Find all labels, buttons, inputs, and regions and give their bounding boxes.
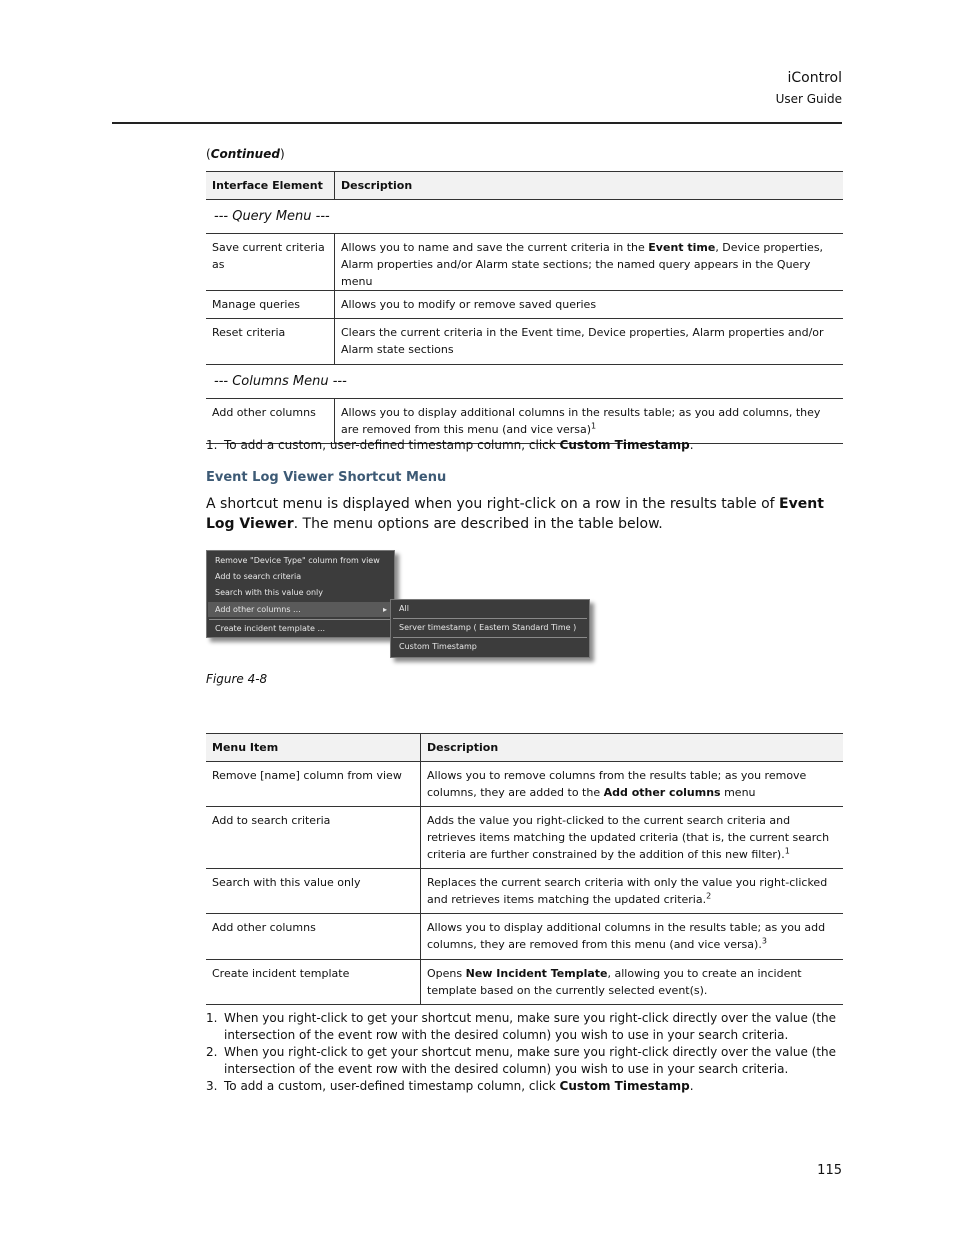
desc-text: Replaces the current search criteria with only the value you right-clicked and retrieves items matching the updated criteria.: [427, 876, 828, 906]
table2-row-description: [421, 914, 844, 960]
menu-separator: [209, 619, 392, 620]
footnote-text: To add a custom, user-defined timestamp column, click: [224, 1079, 560, 1093]
desc-text: Allows you to display additional columns in the results table; as you add columns, they are removed from this menu (and vice versa): [341, 406, 821, 436]
menu-items-table: [206, 733, 843, 1005]
footnote-text: .: [689, 438, 694, 452]
desc-text: Allows you to name and save the current criteria in the: [341, 241, 649, 254]
footnote-number: 1.: [206, 438, 218, 452]
table2-row-item: Create incident template: [206, 960, 421, 1005]
table1-row-description: Clears the current criteria in the Event time, Device properties, Alarm properties and/or Alarm state sections: [335, 319, 844, 365]
desc-text: Allows you to remove columns from the results table; as you remove columns, they are added to the: [427, 769, 807, 799]
table1-row-element: Reset criteria: [206, 319, 335, 365]
table1-row-description: Allows you to modify or remove saved queries: [335, 291, 844, 319]
menu-item-create-incident-template[interactable]: Create incident template ...: [215, 624, 326, 633]
page-number: 115: [817, 1163, 842, 1178]
footnote: [206, 1010, 846, 1044]
figure-caption: Figure 4-8: [206, 672, 268, 686]
desc-bold: Event time: [648, 241, 716, 254]
table2-header-item: Menu Item: [206, 734, 421, 762]
desc-text: Allows you to display additional columns in the results table; as you add columns, they are removed from this menu (and vice versa).: [427, 921, 826, 951]
shortcut-menu-figure: [206, 550, 596, 662]
footnote: [206, 1078, 846, 1095]
desc-text: , Device properties, Alarm properties and/or Alarm state sections; the named query appears in the Query menu: [341, 241, 824, 288]
menu-item-search-this-value[interactable]: Search with this value only: [215, 588, 323, 597]
para-text: . The menu options are described in the table below.: [293, 516, 663, 532]
intro-paragraph: [206, 494, 846, 534]
footnote-number: 3.: [206, 1079, 218, 1093]
submenu-separator: [393, 618, 587, 619]
continued-text: Continued: [210, 147, 280, 161]
desc-bold: Add other columns: [603, 786, 721, 799]
context-menu: [206, 550, 395, 638]
para-bold: Event Log Viewer: [206, 496, 824, 532]
table2-row-item: Add to search criteria: [206, 807, 421, 869]
footnote: [206, 437, 846, 454]
footnote-text: When you right-click to get your shortcut menu, make sure you right-click directly over the value (the intersection of the event row with the desired column) you wish to use in your search criteria.: [224, 1011, 837, 1042]
table2-row-description: [421, 960, 844, 1005]
columns-menu-section: --- Columns Menu ---: [206, 365, 843, 399]
table2-row-item: Search with this value only: [206, 869, 421, 914]
table1-row-element: Manage queries: [206, 291, 335, 319]
table1-row-element: Add other columns: [206, 399, 335, 444]
footnote-number: 2.: [206, 1045, 218, 1059]
submenu-item-custom-timestamp[interactable]: Custom Timestamp: [399, 642, 477, 651]
submenu-item-all[interactable]: All: [399, 604, 409, 613]
footnote: [206, 1044, 846, 1078]
table2-row-description: [421, 807, 844, 869]
menu-item-remove-column[interactable]: Remove "Device Type" column from view: [215, 556, 380, 565]
menu-item-add-other-columns[interactable]: Add other columns ...: [215, 605, 301, 614]
table2-row-description: [421, 869, 844, 914]
footnote-bold: Custom Timestamp: [559, 1079, 690, 1093]
footnote-text: .: [689, 1079, 694, 1093]
footnote-ref: 1: [591, 421, 597, 431]
continued-label: (Continued): [206, 147, 285, 161]
footnote-ref: 3: [761, 936, 767, 946]
table2-row-item: Add other columns: [206, 914, 421, 960]
table2-row-item: Remove [name] column from view: [206, 762, 421, 807]
table2-row-description: [421, 762, 844, 807]
submenu-arrow-icon: ▸: [383, 605, 388, 614]
desc-text: Adds the value you right-clicked to the current search criteria and retrieves items matching the updated criteria (that is, the current search criteria are further constrained by the addition of this new filter).: [427, 814, 830, 861]
footnote-text: To add a custom, user-defined timestamp column, click: [224, 438, 560, 452]
header-title: iControl: [787, 70, 842, 86]
desc-text: , allowing you to create an incident template based on the currently selected event(s).: [427, 967, 802, 997]
section-heading: Event Log Viewer Shortcut Menu: [206, 470, 447, 485]
submenu-item-server-timestamp[interactable]: Server timestamp ( Eastern Standard Time ): [399, 623, 577, 632]
menu-item-add-to-search[interactable]: Add to search criteria: [215, 572, 302, 581]
header-subtitle: User Guide: [775, 92, 842, 106]
table1-row-description: [335, 234, 844, 291]
footnote-number: 1.: [206, 1011, 218, 1025]
footnote-ref: 1: [784, 846, 790, 856]
submenu-separator: [393, 637, 587, 638]
table1-header-element: Interface Element: [206, 172, 335, 200]
desc-bold: New Incident Template: [465, 967, 608, 980]
table1-row-element: Save current criteria as: [206, 234, 335, 291]
desc-text: menu: [720, 786, 756, 799]
para-text: A shortcut menu is displayed when you right-click on a row in the results table of: [206, 496, 780, 512]
footnote-bold: Custom Timestamp: [559, 438, 690, 452]
footnote-ref: 2: [706, 891, 712, 901]
table2-header-description: Description: [421, 734, 844, 762]
submenu: [390, 599, 590, 658]
query-menu-section: --- Query Menu ---: [206, 200, 843, 234]
interface-elements-table: [206, 171, 843, 444]
desc-text: Opens: [427, 967, 466, 980]
header-rule: [112, 122, 842, 124]
footnote-text: When you right-click to get your shortcut menu, make sure you right-click directly over the value (the intersection of the event row with the desired column) you wish to use in your search criteria.: [224, 1045, 837, 1076]
table1-header-description: Description: [335, 172, 844, 200]
